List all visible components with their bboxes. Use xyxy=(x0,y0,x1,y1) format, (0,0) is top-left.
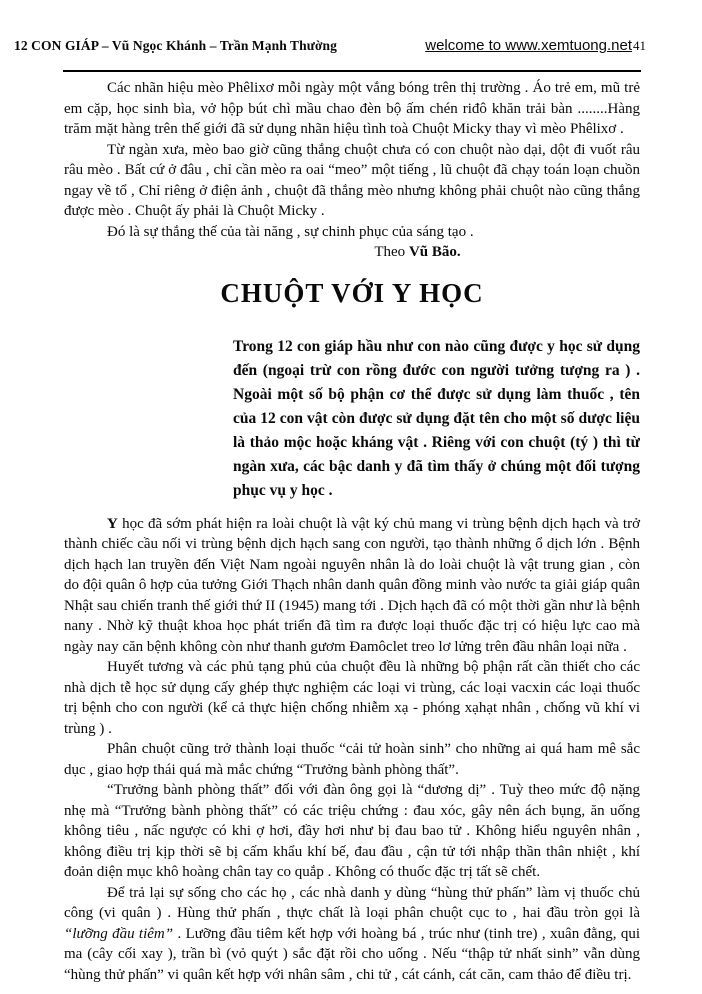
paragraph-serum: Huyết tương và các phủ tạng phủ của chuột đều là những bộ phận rất cần thiết cho các nhà dịch tễ học sử dụng cấy ghép thực nghiệm các loại vi trùng, các loại vacxin các loại thuốc trị bệnh cho con người (kể cả thực hiện chống nhiễm xạ - phóng xạhạt nhân , chống vũ khí vi trùng ) . xyxy=(64,659,640,737)
attribution-author: Vũ Bão. xyxy=(408,244,461,260)
paragraph-felix-brand: Các nhãn hiệu mèo Phêlixơ mỗi ngày một vắng bóng trên thị trường . Áo trẻ em, mũ trẻ em cặp, học sinh bìa, vở hộp bút chì mầu chao đèn bộ ấm chén riđô khăn trải bàn ........Hàng trăm mặt hàng trên thế giới đã sử dụng nhãn hiệu tình toà Chuột Micky thay vì mèo Phêlixơ . xyxy=(64,80,640,137)
paragraph-medicine: Phân chuột cũng trở thành loại thuốc “cải tử hoàn sinh” cho những ai quá ham mê sắc dục , giao hợp thái quá mà mắc chứng “Trưởng bành phòng thất”. xyxy=(64,741,640,778)
paragraph-plague xyxy=(64,514,640,658)
attribution-prefix: Theo xyxy=(374,244,409,260)
article-title: CHUỘT VỚI Y HỌC xyxy=(220,277,484,308)
paragraph-remedy-italic-term: “lưỡng đầu tiêm” xyxy=(64,925,174,942)
lead-paragraph: Trong 12 con giáp hầu như con nào cũng được y học sử dụng đến (ngoại trừ con rồng đước con người tưởng tượng ra ) . Ngoài một số bộ phận cơ thể được sử dụng làm thuốc , tên của 12 con vật còn được sử dụng đặt tên cho một số dược liệu là thảo mộc hoặc kháng vật . Riêng với con chuột (tý ) thì từ ngàn xưa, các bậc danh y đã tìm thấy ở chúng một đối tượng phục vụ y học . xyxy=(233,337,640,499)
page-number: 41 xyxy=(633,38,646,53)
page-header xyxy=(14,37,646,54)
header-right xyxy=(425,37,646,54)
paragraph-remedy-text-2: . Lưỡng đầu tiêm kết hợp với hoàng bá , trúc như (tinh tre) , xuân đằng, qui ma (cây cối xay ), trần bì (vỏ quýt ) sắc đặt rồi cho uống . Nếu “thập tử nhất sinh” vẫn dùng “hùng thử phấn” vi quân kết hợp với nhân sâm , chi tử , cát cánh, cát căn, cam thảo để điều trị. xyxy=(64,925,640,983)
header-divider xyxy=(63,70,641,72)
paragraph-plague-initial: Y xyxy=(107,515,118,532)
paragraph-plague-text: học đã sớm phát hiện ra loài chuột là vật ký chủ mang vi trùng bệnh dịch hạch và trở thành chiếc cầu nối vi trùng bệnh dịch hạch sang con người, tạo thành những ổ dịch lớn . Bệnh dịch hạch lan truyền đến Việt Nam ngoài nguyên nhân là do loài chuột là vật trung gian , còn do đội quân ô hợp của tưởng Giới Thạch nhân danh quân đồng minh vào nước ta giải giáp quân Nhật sau chiến tranh thế giới thứ II (1945) mang tới . Dịch hạch đã có một thời gần như là bệnh nany . Nhờ kỹ thuật khoa học phát triển đã tìm ra được loại thuốc đặc trị có hiệu lực cao mà ngày nay căn bệnh không còn như thanh gươm Đamôclet treo lơ lửng trên đầu nhân loại nữa . xyxy=(64,515,640,655)
paragraph-remedy-text-1: Để trả lại sự sống cho các họ , các nhà danh y dùng “hùng thử phấn” làm vị thuốc chủ công (vi quân ) . Hùng thử phấn , thực chất là loại phân chuột cục to , hai đầu tròn gọi là xyxy=(64,884,640,921)
page-body xyxy=(64,78,640,985)
paragraph-conclusion: Đó là sự thắng thế của tài năng , sự chinh phục của sáng tạo . xyxy=(107,223,474,240)
paragraph-cat-mouse: Từ ngàn xưa, mèo bao giờ cũng thắng chuột chưa có con chuột nào dại, dột đi vuốt râu râu mèo . Bất cứ ở đâu , chỉ cần mèo ra oai “meo” một tiếng , lũ chuột đã chạy toán loạn chuồn ngay về tổ , Chỉ riêng ở điện ảnh , chuột đã thắng mèo nhưng không phải chuột nào cũng thắng được mèo . Chuột ấy phải là Chuột Micky . xyxy=(64,141,640,219)
paragraph-remedy xyxy=(64,883,640,986)
book-title: 12 CON GIÁP – Vũ Ngọc Khánh – Trần Mạnh Thường xyxy=(14,38,338,53)
author-attribution xyxy=(195,242,640,263)
paragraph-symptoms: “Trưởng bành phòng thất” đối với đàn ông gọi là “dương dị” . Tuỳ theo mức độ nặng nhẹ mà “Trưởng bành phòng thất” có các triệu chứng : đau xóc, gây nên ách bụng, ăn uống không tiêu , nấc ngược có khi ợ hơi, đầy hơi như bị đau bao tử . Không hiểu nguyên nhân , không điều trị kịp thời sẽ bị cấm khẩu khí bế, đau đầu , cận tử tới nhập thần thân nhiệt , khí đoản diện mục khô hoàng chân tay co quắp . Không có thuốc đặc trị tất sẽ chết. xyxy=(64,782,640,880)
watermark-link[interactable]: welcome to www.xemtuong.net xyxy=(425,37,632,54)
